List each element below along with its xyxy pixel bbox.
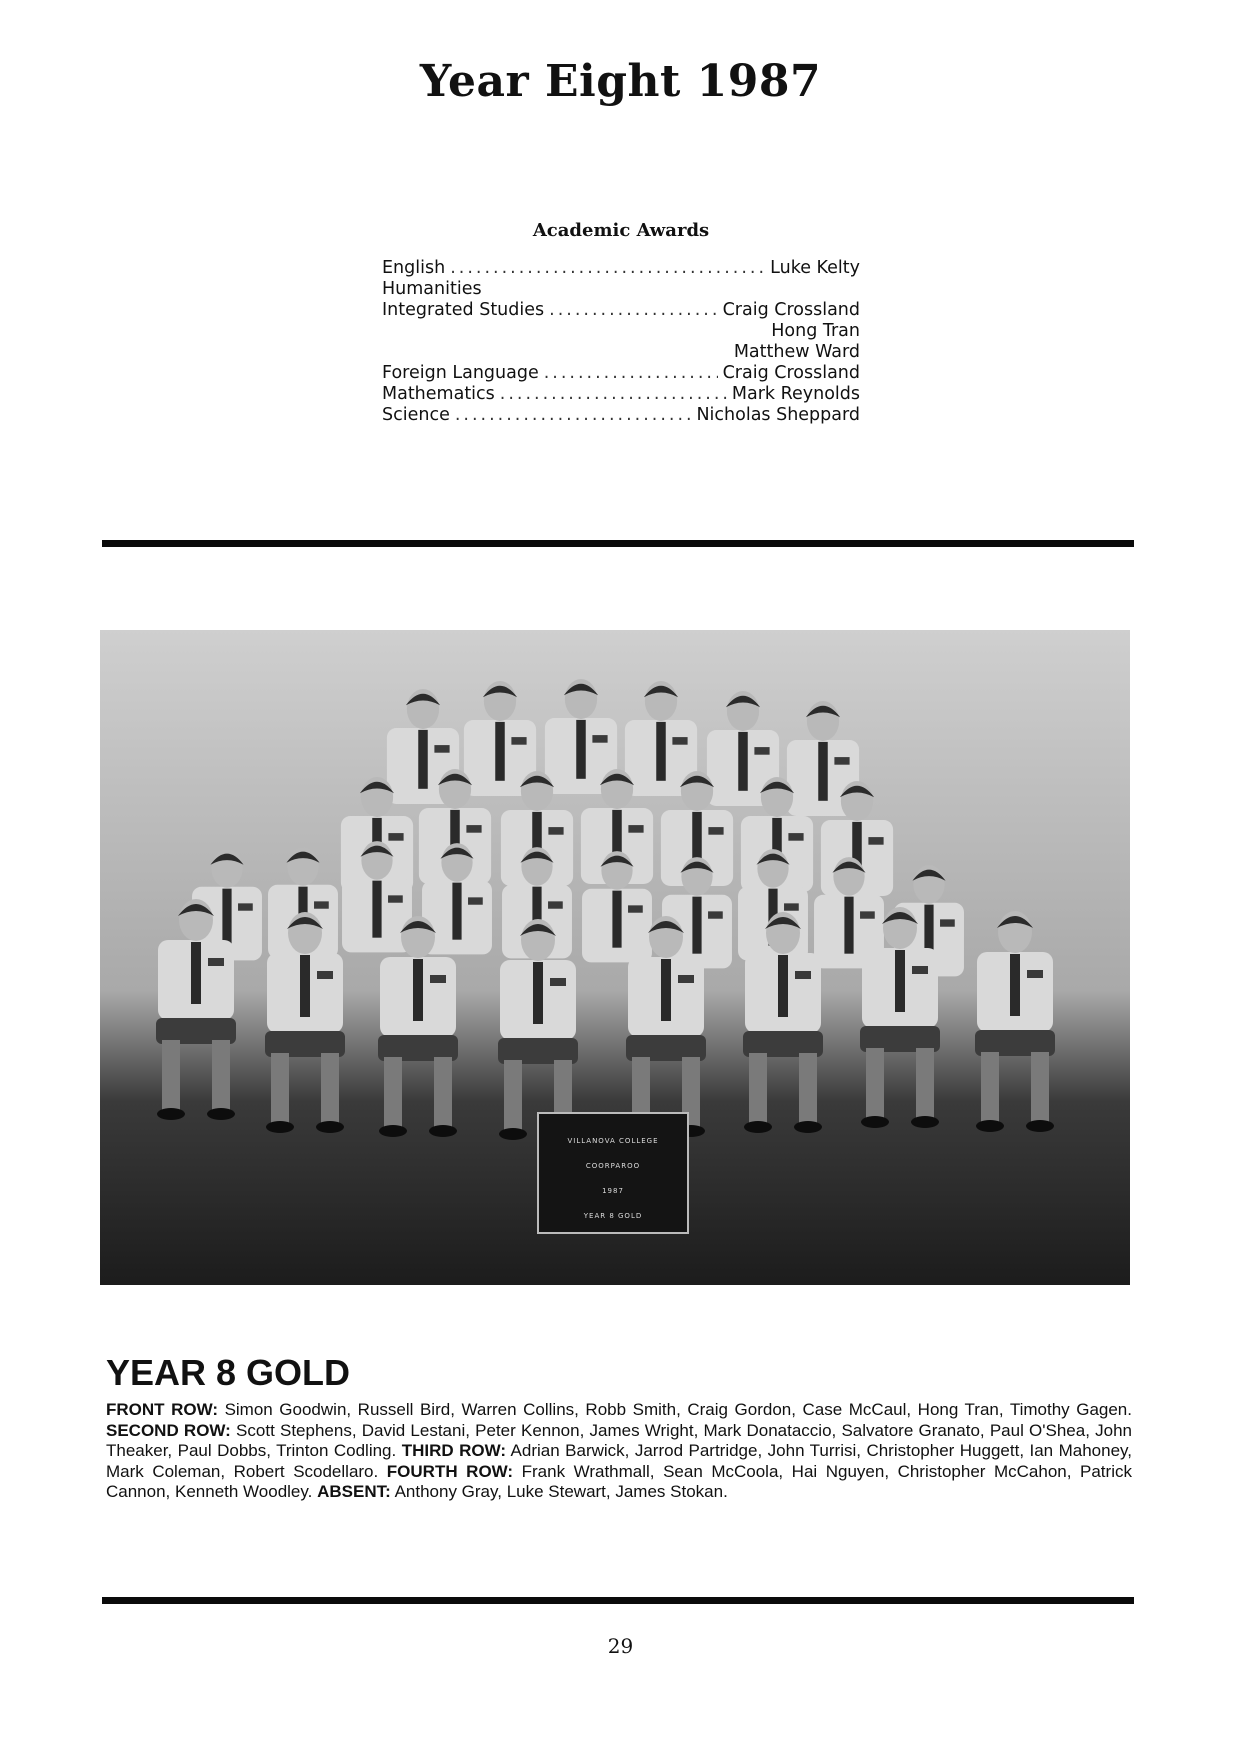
sign-line-1: VILLANOVA COLLEGE [567, 1137, 659, 1145]
sign-line-3: 1987 [602, 1187, 624, 1195]
award-row [382, 300, 860, 321]
row-label: THIRD ROW: [401, 1441, 507, 1460]
row-label: SECOND ROW: [106, 1420, 231, 1440]
leader-dots [549, 300, 717, 321]
award-recipient: Nicholas Sheppard [696, 405, 860, 425]
award-recipient: Luke Kelty [770, 258, 860, 278]
award-recipient: Craig Crossland [722, 363, 860, 383]
award-subject: Science [382, 405, 450, 425]
leader-dots [450, 258, 765, 279]
page-number: 29 [607, 1634, 634, 1658]
awards-heading: Academic Awards [532, 220, 710, 241]
award-recipient: Hong Tran [771, 321, 860, 341]
award-recipient: Mark Reynolds [731, 384, 860, 404]
row-label: ABSENT: [317, 1482, 391, 1501]
row-names: Scott Stephens, David Lestani, Peter Kennon, James Wright, Mark Donataccio, Salvatore Granato, Paul O'Shea, John Theaker, Paul Dobbs, Trinton Codling. [106, 1420, 1133, 1460]
class-photo [100, 630, 1130, 1285]
row-names: Anthony Gray, Luke Stewart, James Stokan. [394, 1482, 728, 1501]
academic-awards [382, 220, 860, 426]
group-heading: YEAR 8 GOLD [106, 1352, 351, 1393]
award-row [382, 405, 860, 426]
row-names: Adrian Barwick, Jarrod Partridge, John Turrisi, Christopher Huggett, Ian Mahoney, Mark Coleman, Robert Scodellaro. [106, 1441, 1132, 1481]
award-subject: Integrated Studies [382, 300, 545, 320]
award-recipient: Craig Crossland [722, 300, 860, 320]
award-row [382, 384, 860, 405]
row-label: FRONT ROW: [106, 1400, 218, 1419]
leader-dots [500, 384, 727, 405]
leader-dots [455, 405, 692, 426]
award-row [382, 363, 860, 384]
award-row [382, 342, 860, 363]
award-subject: Foreign Language [382, 363, 539, 383]
sign-line-2: COORPAROO [585, 1162, 641, 1170]
sign-line-4: YEAR 8 GOLD [583, 1212, 643, 1220]
school-sign [538, 1113, 688, 1233]
row-names: Simon Goodwin, Russell Bird, Warren Collins, Robb Smith, Craig Gordon, Case McCaul, Hong Tran, Timothy Gagen. [224, 1400, 1132, 1419]
award-row [382, 279, 860, 300]
award-row [382, 258, 860, 279]
award-subject: Humanities [382, 279, 482, 299]
award-subject: Mathematics [382, 384, 495, 404]
award-list [382, 258, 860, 426]
leader-dots [544, 363, 718, 384]
award-row [382, 321, 860, 342]
award-subject: English [382, 258, 446, 278]
top-divider [102, 540, 1134, 547]
page-title: Year Eight 1987 [419, 56, 822, 107]
bottom-divider [102, 1597, 1134, 1604]
award-recipient: Matthew Ward [733, 342, 860, 362]
group-caption [106, 1400, 1132, 1503]
class-photo-image [100, 630, 1130, 1285]
row-names: Frank Wrathmall, Sean McCoola, Hai Nguyen, Christopher McCahon, Patrick Cannon, Kenneth Woodley. [106, 1461, 1132, 1501]
row-label: FOURTH ROW: [386, 1461, 514, 1481]
